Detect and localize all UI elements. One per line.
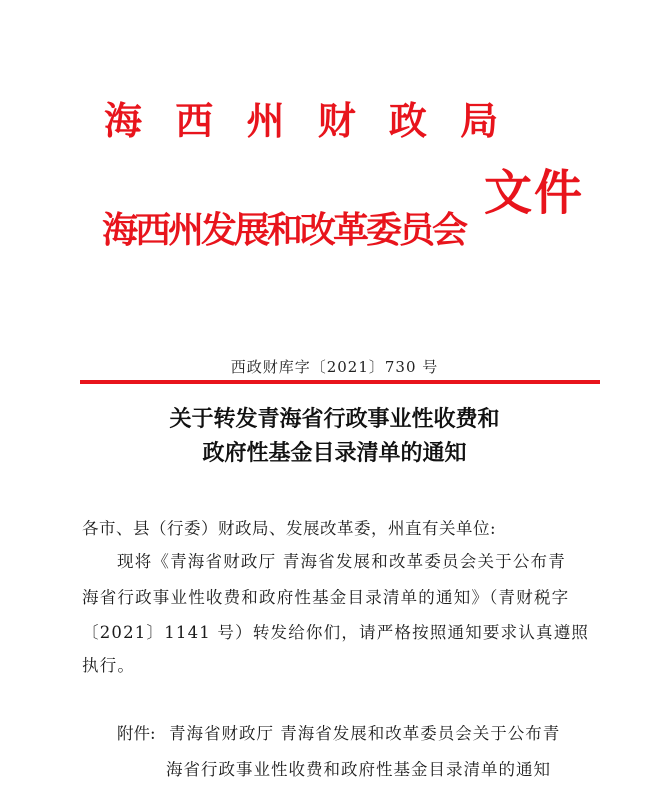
attachment-line-1: 青海省财政厅 青海省发展和改革委员会关于公布青: [169, 724, 561, 743]
issuer-development-reform-commission: 海西州发展和改革委员会: [102, 209, 466, 251]
body-line-4: 执行。: [82, 656, 136, 675]
issuer-finance-bureau: 海 西 州 财 政 局: [104, 98, 509, 143]
red-divider-line: [80, 380, 600, 384]
body-line-1: 现将《青海省财政厅 青海省发展和改革委员会关于公布青: [117, 552, 566, 571]
document-title-line1: 关于转发青海省行政事业性收费和: [169, 406, 500, 432]
document-title-line2: 政府性基金目录清单的通知: [202, 440, 467, 466]
attachment-line-2: 海省行政事业性收费和政府性基金目录清单的通知: [166, 760, 551, 779]
document-number: 西政财库字〔2021〕730 号: [230, 358, 439, 376]
document-type-label: 文件: [484, 165, 585, 221]
attachment-label: 附件:: [117, 724, 156, 743]
body-line-3: 〔2021〕1141 号）转发给你们，请严格按照通知要求认真遵照: [82, 623, 590, 642]
salutation: 各市、县（行委）财政局、发展改革委，州直有关单位:: [82, 519, 497, 538]
body-line-2: 海省行政事业性收费和政府性基金目录清单的通知》（青财税字: [82, 588, 570, 607]
